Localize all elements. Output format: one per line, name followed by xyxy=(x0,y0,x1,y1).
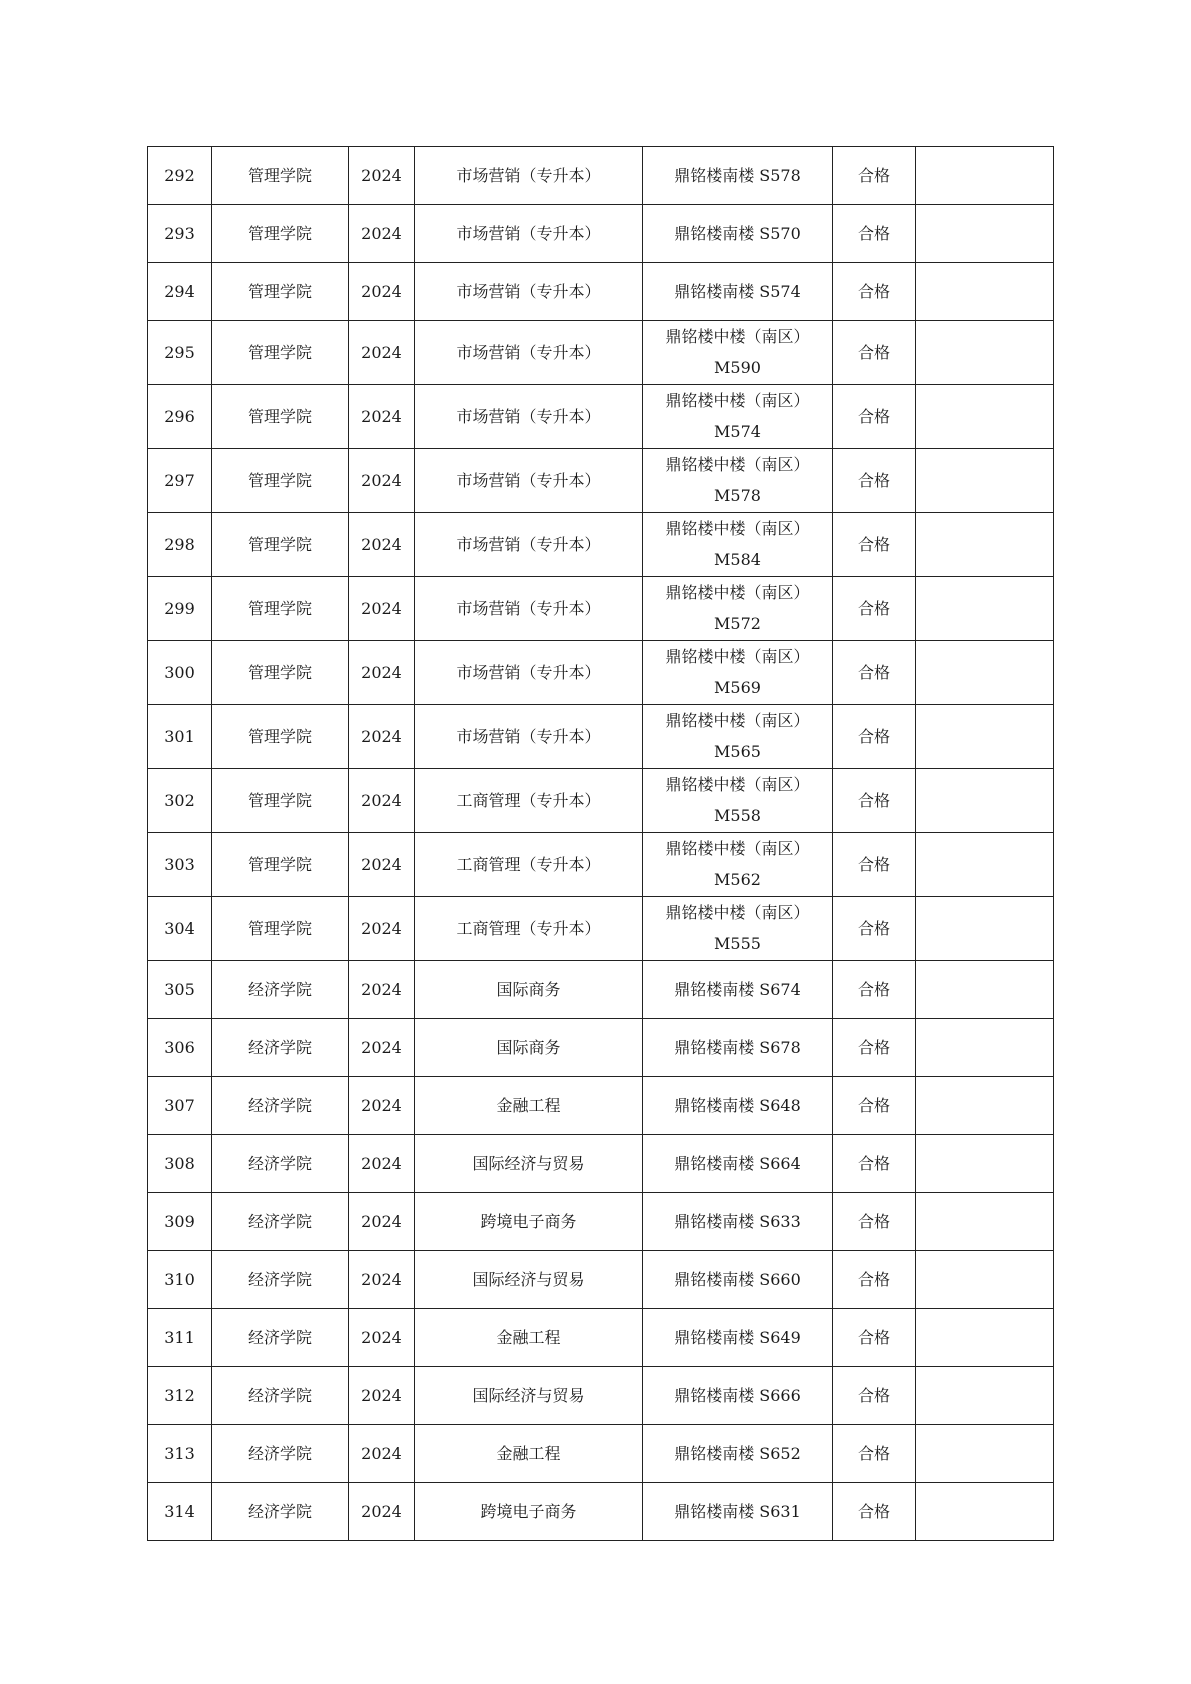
year-cell: 2024 xyxy=(349,263,415,321)
college-cell: 管理学院 xyxy=(212,263,349,321)
room-location-line: 鼎铭楼南楼 S649 xyxy=(674,1327,801,1347)
room-location-line: 鼎铭楼中楼（南区） xyxy=(665,327,810,346)
year-cell: 2024 xyxy=(349,961,415,1019)
result-cell: 合格 xyxy=(833,263,916,321)
room-location-cell xyxy=(643,705,833,769)
college-cell: 管理学院 xyxy=(212,321,349,385)
major-cell: 市场营销（专升本） xyxy=(415,641,643,705)
room-location-line: 鼎铭楼南楼 S660 xyxy=(674,1269,801,1289)
college-cell: 管理学院 xyxy=(212,833,349,897)
year-cell: 2024 xyxy=(349,1483,415,1541)
major-cell: 市场营销（专升本） xyxy=(415,449,643,513)
room-location-cell xyxy=(643,577,833,641)
result-cell: 合格 xyxy=(833,205,916,263)
major-cell: 跨境电子商务 xyxy=(415,1193,643,1251)
table-row xyxy=(148,1309,1054,1367)
room-location-line: M569 xyxy=(714,678,761,697)
major-cell: 市场营销（专升本） xyxy=(415,385,643,449)
result-cell: 合格 xyxy=(833,385,916,449)
table-body xyxy=(148,147,1054,1541)
room-location-cell xyxy=(643,641,833,705)
room-location-line: 鼎铭楼南楼 S674 xyxy=(674,979,801,999)
college-cell: 经济学院 xyxy=(212,1251,349,1309)
room-location-cell xyxy=(643,961,833,1019)
row-number-cell: 293 xyxy=(148,205,212,263)
result-cell: 合格 xyxy=(833,1309,916,1367)
room-location-cell xyxy=(643,769,833,833)
room-location-line: 鼎铭楼南楼 S648 xyxy=(674,1095,801,1115)
remarks-cell xyxy=(916,1483,1054,1541)
major-cell: 国际商务 xyxy=(415,1019,643,1077)
result-cell: 合格 xyxy=(833,513,916,577)
row-number-cell: 313 xyxy=(148,1425,212,1483)
room-location-line: 鼎铭楼南楼 S666 xyxy=(674,1385,801,1405)
row-number-cell: 292 xyxy=(148,147,212,205)
remarks-cell xyxy=(916,1251,1054,1309)
year-cell: 2024 xyxy=(349,513,415,577)
result-cell: 合格 xyxy=(833,833,916,897)
remarks-cell xyxy=(916,1425,1054,1483)
college-cell: 管理学院 xyxy=(212,769,349,833)
room-location-cell xyxy=(643,1193,833,1251)
room-location-cell xyxy=(643,1425,833,1483)
remarks-cell xyxy=(916,513,1054,577)
remarks-cell xyxy=(916,385,1054,449)
college-cell: 经济学院 xyxy=(212,1077,349,1135)
table-row xyxy=(148,1077,1054,1135)
remarks-cell xyxy=(916,1309,1054,1367)
major-cell: 金融工程 xyxy=(415,1309,643,1367)
room-location-cell xyxy=(643,263,833,321)
remarks-cell xyxy=(916,321,1054,385)
room-location-line: 鼎铭楼中楼（南区） xyxy=(665,583,810,602)
major-cell: 工商管理（专升本） xyxy=(415,833,643,897)
result-cell: 合格 xyxy=(833,897,916,961)
college-cell: 经济学院 xyxy=(212,1309,349,1367)
major-cell: 跨境电子商务 xyxy=(415,1483,643,1541)
college-cell: 管理学院 xyxy=(212,385,349,449)
room-location-cell xyxy=(643,449,833,513)
table-row xyxy=(148,385,1054,449)
room-location-cell xyxy=(643,1077,833,1135)
college-cell: 经济学院 xyxy=(212,961,349,1019)
year-cell: 2024 xyxy=(349,577,415,641)
room-location-cell xyxy=(643,1309,833,1367)
room-location-line: 鼎铭楼南楼 S678 xyxy=(674,1037,801,1057)
year-cell: 2024 xyxy=(349,1251,415,1309)
result-cell: 合格 xyxy=(833,147,916,205)
result-cell: 合格 xyxy=(833,705,916,769)
college-cell: 经济学院 xyxy=(212,1135,349,1193)
row-number-cell: 312 xyxy=(148,1367,212,1425)
remarks-cell xyxy=(916,449,1054,513)
room-location-line: M562 xyxy=(714,870,761,889)
year-cell: 2024 xyxy=(349,1309,415,1367)
row-number-cell: 294 xyxy=(148,263,212,321)
remarks-cell xyxy=(916,705,1054,769)
remarks-cell xyxy=(916,1135,1054,1193)
room-location-line: 鼎铭楼中楼（南区） xyxy=(665,839,810,858)
room-location-line: 鼎铭楼南楼 S570 xyxy=(674,223,801,243)
major-cell: 国际商务 xyxy=(415,961,643,1019)
room-location-cell xyxy=(643,833,833,897)
room-location-line: 鼎铭楼南楼 S578 xyxy=(674,165,801,185)
remarks-cell xyxy=(916,961,1054,1019)
row-number-cell: 314 xyxy=(148,1483,212,1541)
result-cell: 合格 xyxy=(833,1483,916,1541)
room-location-line: 鼎铭楼中楼（南区） xyxy=(665,647,810,666)
major-cell: 市场营销（专升本） xyxy=(415,147,643,205)
result-cell: 合格 xyxy=(833,1135,916,1193)
room-location-line: M574 xyxy=(714,422,761,441)
college-cell: 管理学院 xyxy=(212,897,349,961)
table-row xyxy=(148,1251,1054,1309)
major-cell: 市场营销（专升本） xyxy=(415,513,643,577)
table-row xyxy=(148,321,1054,385)
major-cell: 国际经济与贸易 xyxy=(415,1367,643,1425)
row-number-cell: 304 xyxy=(148,897,212,961)
year-cell: 2024 xyxy=(349,449,415,513)
remarks-cell xyxy=(916,147,1054,205)
table-row xyxy=(148,1483,1054,1541)
table-row xyxy=(148,205,1054,263)
result-cell: 合格 xyxy=(833,1193,916,1251)
college-cell: 管理学院 xyxy=(212,641,349,705)
result-cell: 合格 xyxy=(833,1251,916,1309)
remarks-cell xyxy=(916,1019,1054,1077)
table-row xyxy=(148,641,1054,705)
table-row xyxy=(148,769,1054,833)
room-location-line: 鼎铭楼中楼（南区） xyxy=(665,775,810,794)
major-cell: 市场营销（专升本） xyxy=(415,705,643,769)
result-cell: 合格 xyxy=(833,1367,916,1425)
room-location-cell xyxy=(643,513,833,577)
result-cell: 合格 xyxy=(833,1077,916,1135)
room-location-cell xyxy=(643,897,833,961)
room-location-line: M555 xyxy=(714,934,761,953)
room-location-cell xyxy=(643,147,833,205)
room-location-line: 鼎铭楼中楼（南区） xyxy=(665,519,810,538)
inspection-results-table xyxy=(147,146,1054,1541)
row-number-cell: 299 xyxy=(148,577,212,641)
room-location-cell xyxy=(643,1483,833,1541)
remarks-cell xyxy=(916,205,1054,263)
major-cell: 金融工程 xyxy=(415,1425,643,1483)
result-cell: 合格 xyxy=(833,449,916,513)
room-location-line: M590 xyxy=(714,358,761,377)
remarks-cell xyxy=(916,1367,1054,1425)
year-cell: 2024 xyxy=(349,833,415,897)
table-row xyxy=(148,1135,1054,1193)
table-row xyxy=(148,263,1054,321)
table-row xyxy=(148,577,1054,641)
row-number-cell: 295 xyxy=(148,321,212,385)
room-location-line: 鼎铭楼中楼（南区） xyxy=(665,455,810,474)
year-cell: 2024 xyxy=(349,205,415,263)
room-location-line: 鼎铭楼南楼 S633 xyxy=(674,1211,801,1231)
result-cell: 合格 xyxy=(833,1019,916,1077)
room-location-cell xyxy=(643,1367,833,1425)
room-location-line: M558 xyxy=(714,806,761,825)
year-cell: 2024 xyxy=(349,1135,415,1193)
row-number-cell: 302 xyxy=(148,769,212,833)
remarks-cell xyxy=(916,641,1054,705)
row-number-cell: 297 xyxy=(148,449,212,513)
college-cell: 管理学院 xyxy=(212,449,349,513)
result-cell: 合格 xyxy=(833,1425,916,1483)
college-cell: 管理学院 xyxy=(212,513,349,577)
table-row xyxy=(148,1193,1054,1251)
college-cell: 管理学院 xyxy=(212,205,349,263)
room-location-cell xyxy=(643,385,833,449)
year-cell: 2024 xyxy=(349,385,415,449)
row-number-cell: 309 xyxy=(148,1193,212,1251)
row-number-cell: 310 xyxy=(148,1251,212,1309)
college-cell: 经济学院 xyxy=(212,1425,349,1483)
remarks-cell xyxy=(916,577,1054,641)
remarks-cell xyxy=(916,769,1054,833)
table-row xyxy=(148,705,1054,769)
major-cell: 国际经济与贸易 xyxy=(415,1251,643,1309)
row-number-cell: 300 xyxy=(148,641,212,705)
year-cell: 2024 xyxy=(349,641,415,705)
table-row xyxy=(148,897,1054,961)
major-cell: 市场营销（专升本） xyxy=(415,205,643,263)
major-cell: 市场营销（专升本） xyxy=(415,263,643,321)
room-location-line: 鼎铭楼中楼（南区） xyxy=(665,903,810,922)
table-row xyxy=(148,833,1054,897)
room-location-line: 鼎铭楼南楼 S664 xyxy=(674,1153,801,1173)
room-location-line: 鼎铭楼南楼 S574 xyxy=(674,281,801,301)
room-location-line: M584 xyxy=(714,550,761,569)
college-cell: 经济学院 xyxy=(212,1019,349,1077)
year-cell: 2024 xyxy=(349,897,415,961)
result-cell: 合格 xyxy=(833,641,916,705)
room-location-line: 鼎铭楼中楼（南区） xyxy=(665,391,810,410)
room-location-line: M565 xyxy=(714,742,761,761)
college-cell: 管理学院 xyxy=(212,577,349,641)
remarks-cell xyxy=(916,897,1054,961)
college-cell: 经济学院 xyxy=(212,1367,349,1425)
table-row xyxy=(148,449,1054,513)
college-cell: 管理学院 xyxy=(212,147,349,205)
major-cell: 国际经济与贸易 xyxy=(415,1135,643,1193)
row-number-cell: 301 xyxy=(148,705,212,769)
row-number-cell: 298 xyxy=(148,513,212,577)
result-cell: 合格 xyxy=(833,769,916,833)
row-number-cell: 308 xyxy=(148,1135,212,1193)
major-cell: 金融工程 xyxy=(415,1077,643,1135)
room-location-line: 鼎铭楼南楼 S652 xyxy=(674,1443,801,1463)
year-cell: 2024 xyxy=(349,1425,415,1483)
college-cell: 经济学院 xyxy=(212,1193,349,1251)
year-cell: 2024 xyxy=(349,769,415,833)
table-row xyxy=(148,147,1054,205)
room-location-line: M578 xyxy=(714,486,761,505)
room-location-cell xyxy=(643,321,833,385)
major-cell: 市场营销（专升本） xyxy=(415,321,643,385)
year-cell: 2024 xyxy=(349,1193,415,1251)
row-number-cell: 311 xyxy=(148,1309,212,1367)
remarks-cell xyxy=(916,1077,1054,1135)
room-location-line: M572 xyxy=(714,614,761,633)
year-cell: 2024 xyxy=(349,321,415,385)
room-location-cell xyxy=(643,1135,833,1193)
table-row xyxy=(148,961,1054,1019)
room-location-cell xyxy=(643,1251,833,1309)
table-row xyxy=(148,1019,1054,1077)
college-cell: 管理学院 xyxy=(212,705,349,769)
row-number-cell: 296 xyxy=(148,385,212,449)
result-cell: 合格 xyxy=(833,961,916,1019)
remarks-cell xyxy=(916,833,1054,897)
room-location-line: 鼎铭楼南楼 S631 xyxy=(674,1501,801,1521)
room-location-line: 鼎铭楼中楼（南区） xyxy=(665,711,810,730)
major-cell: 工商管理（专升本） xyxy=(415,897,643,961)
table-row xyxy=(148,1425,1054,1483)
result-cell: 合格 xyxy=(833,577,916,641)
row-number-cell: 307 xyxy=(148,1077,212,1135)
row-number-cell: 306 xyxy=(148,1019,212,1077)
table-row xyxy=(148,1367,1054,1425)
year-cell: 2024 xyxy=(349,705,415,769)
college-cell: 经济学院 xyxy=(212,1483,349,1541)
major-cell: 市场营销（专升本） xyxy=(415,577,643,641)
year-cell: 2024 xyxy=(349,1077,415,1135)
year-cell: 2024 xyxy=(349,147,415,205)
year-cell: 2024 xyxy=(349,1367,415,1425)
result-cell: 合格 xyxy=(833,321,916,385)
row-number-cell: 303 xyxy=(148,833,212,897)
table-row xyxy=(148,513,1054,577)
row-number-cell: 305 xyxy=(148,961,212,1019)
major-cell: 工商管理（专升本） xyxy=(415,769,643,833)
remarks-cell xyxy=(916,1193,1054,1251)
year-cell: 2024 xyxy=(349,1019,415,1077)
remarks-cell xyxy=(916,263,1054,321)
room-location-cell xyxy=(643,1019,833,1077)
room-location-cell xyxy=(643,205,833,263)
